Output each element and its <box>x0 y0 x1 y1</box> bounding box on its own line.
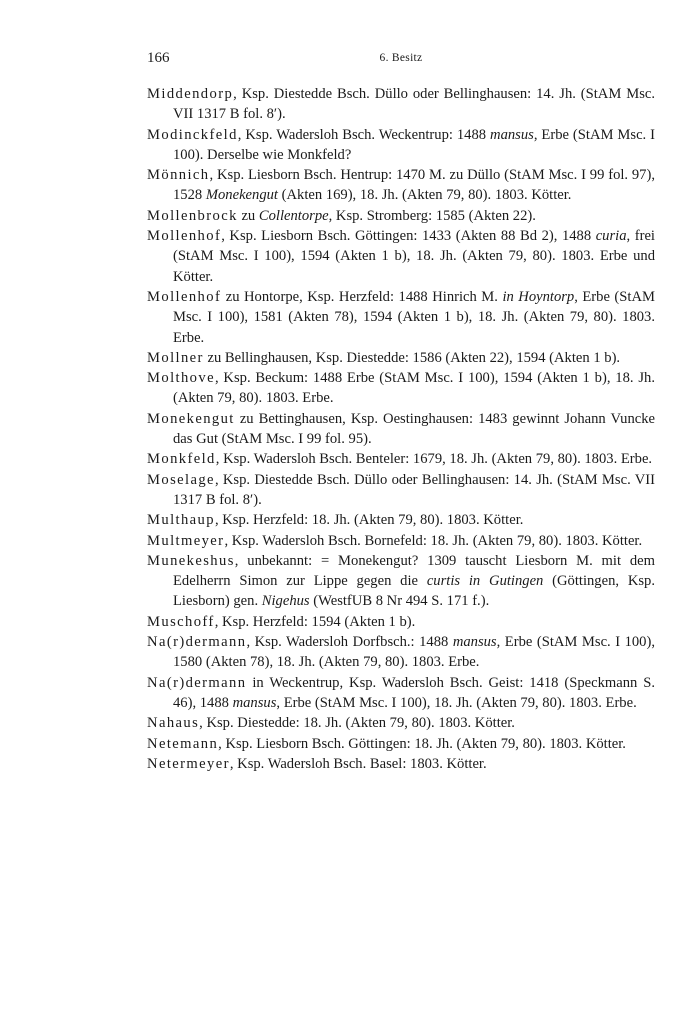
entry-headword: Monkfeld <box>147 451 216 468</box>
entry-text: zu Hontorpe, Ksp. Herzfeld: 1488 Hinrich M. <box>221 288 503 305</box>
entry-text: , Ksp. Beckum: 1488 Erbe (StAM Msc. I 100), 1594 (Akten 1 b), 18. Jh. (Akten 79, 80). 1803. Erbe. <box>173 370 655 407</box>
entry <box>147 551 655 612</box>
entry-text: , Ksp. Liesborn Bsch. Göttingen: 18. Jh. (Akten 79, 80). 1803. Kötter. <box>218 735 626 752</box>
entry <box>147 348 655 368</box>
entry-text: zu Bettinghausen, Ksp. Oestinghausen: 1483 gewinnt Johann Vuncke das Gut (StAM Msc. I 99 fol. 95). <box>173 410 655 448</box>
entry-headword: Nahaus <box>147 715 200 732</box>
entry-text: , Erbe (StAM Msc. I 100), 1580 (Akten 78), 18. Jh. (Akten 79, 80). 1803. Erbe. <box>173 634 655 671</box>
entry <box>147 754 655 774</box>
entry-headword: Netermeyer <box>147 755 230 772</box>
entry-text: (Göttingen, Ksp. Liesborn) gen. <box>173 573 655 610</box>
entry <box>147 531 655 551</box>
entry-text: , Ksp. Wadersloh Bsch. Basel: 1803. Kötter. <box>229 755 487 772</box>
entry-text: , frei (StAM Msc. I 100), 1594 (Akten 1 b), 18. Jh. (Akten 79, 80). 1803. Erbe und Kötter. <box>173 228 655 285</box>
entry <box>147 125 655 166</box>
entry-italic-term: mansus <box>490 126 534 143</box>
entry <box>147 368 655 409</box>
entry-text: , unbekannt: = Monekengut? 1309 tauscht Liesborn M. mit dem Edelherrn Simon zur Lippe gegen die <box>173 552 655 590</box>
entry <box>147 673 655 714</box>
entry-text: , Ksp. Herzfeld: 18. Jh. (Akten 79, 80). 1803. Kötter. <box>214 512 524 529</box>
entry-headword: Mollenhof <box>147 228 222 245</box>
entry-text: , Ksp. Liesborn Bsch. Göttingen: 1433 (Akten 88 Bd 2), 1488 <box>221 228 596 245</box>
entry-headword: Mollenbrock <box>147 207 238 224</box>
entry <box>147 226 655 287</box>
entry <box>147 84 655 125</box>
entry-text: , Erbe (StAM Msc. I 100), 18. Jh. (Akten 79, 80). 1803. Erbe. <box>276 694 637 711</box>
entry-list <box>147 84 655 774</box>
entry-headword: Modinckfeld <box>147 126 238 143</box>
entry-text: (Akten 169), 18. Jh. (Akten 79, 80). 1803. Kötter. <box>277 187 572 204</box>
entry-italic-term: Monekengut <box>205 187 278 204</box>
entry-text: , Erbe (StAM Msc. I 100). Derselbe wie Monkfeld? <box>173 126 655 163</box>
entry-italic-term: curia <box>595 228 627 245</box>
entry <box>147 470 655 511</box>
entry-headword: Na(r)dermann <box>147 674 247 691</box>
entry-headword: Mönnich <box>147 167 210 184</box>
entry-text: , Ksp. Liesborn Bsch. Hentrup: 1470 M. zu Düllo (StAM Msc. I 99 fol. 97), 1528 <box>173 167 655 204</box>
entry-italic-term: in Hoyntorp <box>502 288 575 305</box>
entry-text: , Ksp. Wadersloh Bsch. Bornefeld: 18. Jh. (Akten 79, 80). 1803. Kötter. <box>224 532 643 549</box>
entry-italic-term: mansus <box>232 694 277 711</box>
entry <box>147 632 655 673</box>
entry-text: , Ksp. Diestedde: 18. Jh. (Akten 79, 80). 1803. Kötter. <box>199 715 515 732</box>
entry-headword: Muschoff <box>147 613 215 630</box>
entry-headword: Multmeyer <box>147 532 225 549</box>
entry-italic-term: Collentorpe <box>258 207 329 224</box>
entry <box>147 206 655 226</box>
entry-text: in Weckentrup, Ksp. Wadersloh Bsch. Geist: 1418 (Speckmann S. 46), 1488 <box>173 674 655 711</box>
entry-headword: Munekeshus <box>147 552 235 569</box>
page-header <box>147 50 655 68</box>
entry-headword: Mollenhof <box>147 288 222 305</box>
entry-italic-term: curtis in Gutingen <box>426 573 544 590</box>
entry-headword: Molthove <box>147 370 215 387</box>
entry-headword: Middendorp <box>147 86 234 102</box>
entry <box>147 409 655 450</box>
entry-italic-term: mansus <box>452 634 497 651</box>
entry-italic-term: Nigehus <box>261 593 310 610</box>
entry <box>147 734 655 754</box>
entry <box>147 287 655 348</box>
running-head: 6. Besitz <box>379 52 423 64</box>
entry-text: zu <box>237 207 259 224</box>
entry-headword: Na(r)dermann <box>147 634 247 651</box>
page-number: 166 <box>147 50 170 66</box>
entry-text: , Ksp. Diestedde Bsch. Düllo oder Bellinghausen: 14. Jh. (StAM Msc. VII 1317 B fol. 8′). <box>173 86 655 123</box>
entry-text: , Ksp. Wadersloh Bsch. Weckentrup: 1488 <box>237 126 491 143</box>
entry-headword: Multhaup <box>147 512 215 529</box>
entry-text: , Ksp. Wadersloh Bsch. Benteler: 1679, 18. Jh. (Akten 79, 80). 1803. Erbe. <box>215 451 653 468</box>
entry-headword: Netemann <box>147 735 219 752</box>
entry-headword: Mollner <box>147 349 204 366</box>
entry <box>147 165 655 206</box>
entry <box>147 449 655 469</box>
entry-text: , Ksp. Stromberg: 1585 (Akten 22). <box>328 207 536 224</box>
entry-text: zu Bellinghausen, Ksp. Diestedde: 1586 (Akten 22), 1594 (Akten 1 b). <box>203 349 621 366</box>
entry <box>147 510 655 530</box>
entry <box>147 713 655 733</box>
entry-text: , Erbe (StAM Msc. I 100), 1581 (Akten 78), 1594 (Akten 1 b), 18. Jh. (Akten 79, 80). 1803. Erbe. <box>173 288 655 346</box>
entry-text: , Ksp. Wadersloh Dorfbsch.: 1488 <box>246 634 453 651</box>
entry-text: , Ksp. Herzfeld: 1594 (Akten 1 b). <box>214 613 416 630</box>
entry-headword: Monekengut <box>147 410 235 427</box>
entry-headword: Moselage <box>147 471 215 488</box>
entry-text: (WestfUB 8 Nr 494 S. 171 f.). <box>309 593 490 610</box>
entry <box>147 612 655 632</box>
entry-text: , Ksp. Diestedde Bsch. Düllo oder Bellinghausen: 14. Jh. (StAM Msc. VII 1317 B fol. 8′). <box>173 471 655 508</box>
